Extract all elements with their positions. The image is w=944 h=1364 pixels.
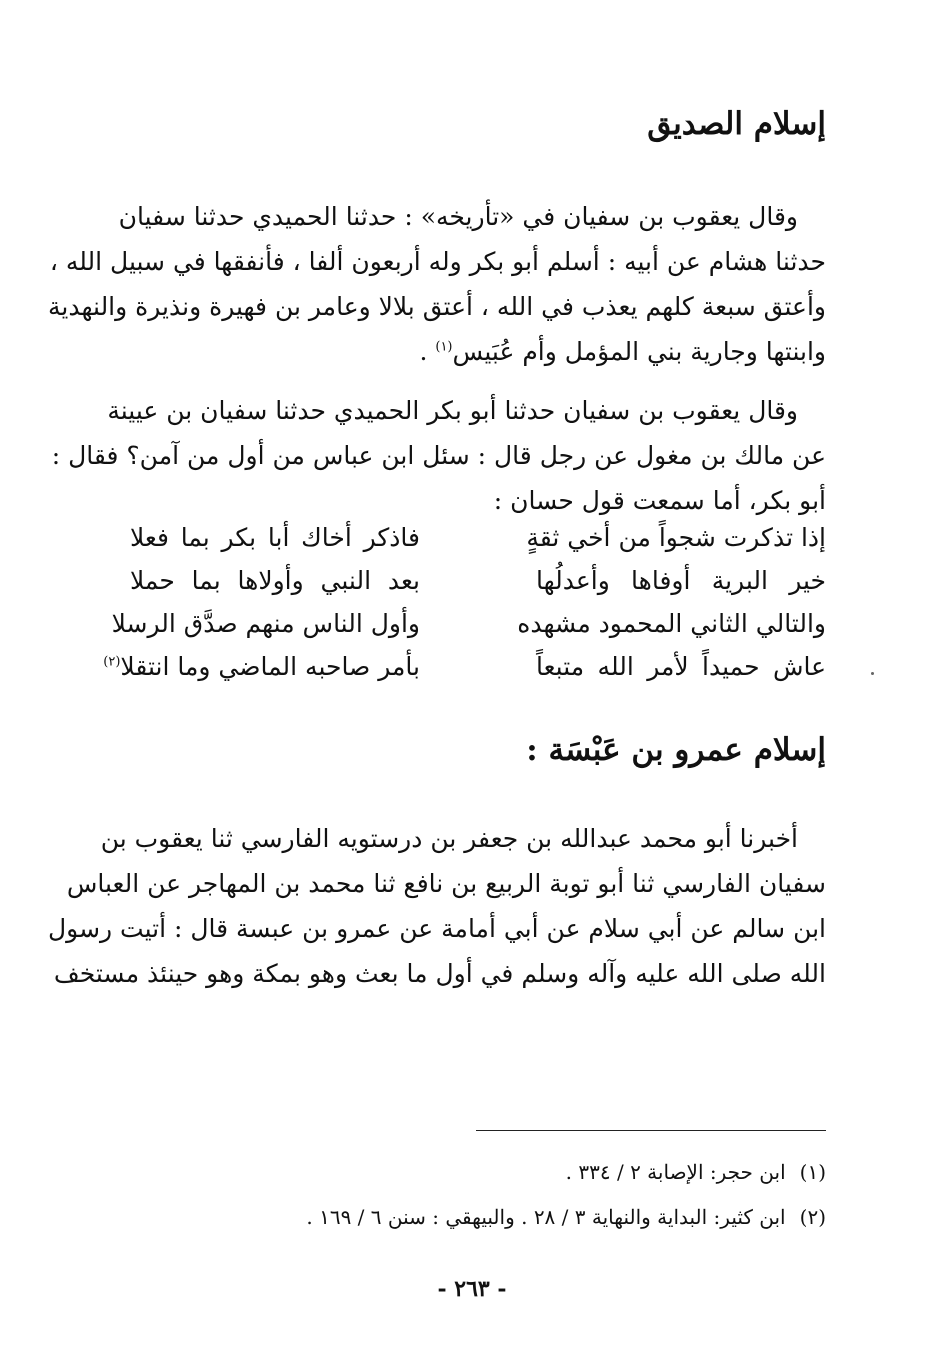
paragraph-line: سفيان الفارسي ثنا أبو توبة الربيع بن نافع ثنا محمد بن المهاجر عن العباس bbox=[66, 869, 826, 898]
paragraph-line: ابن سالم عن أبي سلام عن أبي أمامة عن عمرو بن عبسة قال : أتيت رسول bbox=[47, 914, 826, 943]
paragraph-line: وأعتق سبعة كلهم يعذب في الله ، أعتق بلالا وعامر بن فهيرة ونذيرة والنهدية bbox=[48, 292, 826, 321]
paragraph-3 bbox=[47, 816, 826, 996]
paragraph-line: حدثنا هشام عن أبيه : أسلم أبو بكر وله أربعون ألفا ، فأنفقها في سبيل الله ، bbox=[49, 247, 826, 276]
paragraph-line: عن مالك بن مغول عن رجل قال : سئل ابن عباس من أول من آمن؟ فقال : bbox=[51, 441, 826, 470]
paragraph-line: الله صلى الله عليه وآله وسلم في أول ما بعث وهو بمكة وهو حينئذ مستخف bbox=[53, 959, 826, 988]
poem-verse bbox=[130, 516, 826, 559]
footnote-text: ابن كثير: البداية والنهاية ٣ / ٢٨ . والبيهقي : سنن ٦ / ١٦٩ . bbox=[306, 1205, 786, 1229]
paragraph-line-tail: . bbox=[419, 337, 436, 366]
page-number: - ٢٦٣ - bbox=[437, 1276, 507, 1302]
section-heading-siddiq: إسلام الصديق bbox=[647, 106, 826, 142]
footnotes bbox=[306, 1150, 826, 1240]
poem-verse bbox=[111, 602, 826, 645]
footnote-ref: (٢) bbox=[103, 654, 121, 670]
verse-second-hemistich: فاذكر أخاك أبا بكر بما فعلا bbox=[130, 523, 420, 552]
footnote-text: ابن حجر: الإصابة ٢ / ٣٣٤ . bbox=[565, 1160, 786, 1184]
verse-second-hemistich: بعد النبي وأولاها بما حملا bbox=[130, 566, 420, 595]
paragraph-line-last bbox=[130, 329, 826, 374]
footnote-item bbox=[306, 1195, 826, 1240]
paragraph-line: أخبرنا أبو محمد عبدالله بن جعفر بن درستويه الفارسي ثنا يعقوب بن bbox=[100, 824, 798, 853]
verse-second-hemistich: وأول الناس منهم صدَّق الرسلا bbox=[111, 609, 420, 638]
paragraph-2 bbox=[51, 388, 826, 523]
footnote-item bbox=[306, 1150, 826, 1195]
paragraph-1 bbox=[48, 194, 826, 374]
paragraph-line: وقال يعقوب بن سفيان حدثنا أبو بكر الحميدي حدثنا سفيان بن عيينة bbox=[107, 396, 798, 425]
paragraph-line-text: وابنتها وجارية بني المؤمل وأم عُبَيس bbox=[452, 337, 826, 366]
poem-verse bbox=[103, 645, 826, 688]
verse-second-hemistich bbox=[103, 645, 420, 688]
poem-verse bbox=[130, 559, 826, 602]
section-heading-amr: إسلام عمرو بن عَبْسَة : bbox=[526, 732, 826, 768]
verse-first-hemistich: والتالي الثاني المحمود مشهده bbox=[517, 609, 826, 638]
verse-first-hemistich: عاش حميداً لأمر الله متبعاً bbox=[536, 652, 826, 681]
poem bbox=[103, 516, 826, 688]
footnote-number: (١) bbox=[799, 1160, 826, 1184]
footnote-ref: (١) bbox=[435, 339, 453, 355]
footnote-divider bbox=[476, 1130, 826, 1131]
paragraph-line: وقال يعقوب بن سفيان في «تأريخه» : حدثنا الحميدي حدثنا سفيان bbox=[118, 202, 798, 231]
footnote-number: (٢) bbox=[799, 1205, 826, 1229]
scan-speck bbox=[871, 672, 874, 675]
verse-first-hemistich: إذا تذكرت شجواً من أخي ثقةٍ bbox=[526, 523, 826, 552]
verse-text: بأمر صاحبه الماضي وما انتقلا bbox=[120, 652, 420, 681]
paragraph-line-last: أبو بكر، أما سمعت قول حسان : bbox=[493, 486, 826, 515]
verse-first-hemistich: خير البرية أوفاها وأعدلُها bbox=[536, 566, 826, 595]
